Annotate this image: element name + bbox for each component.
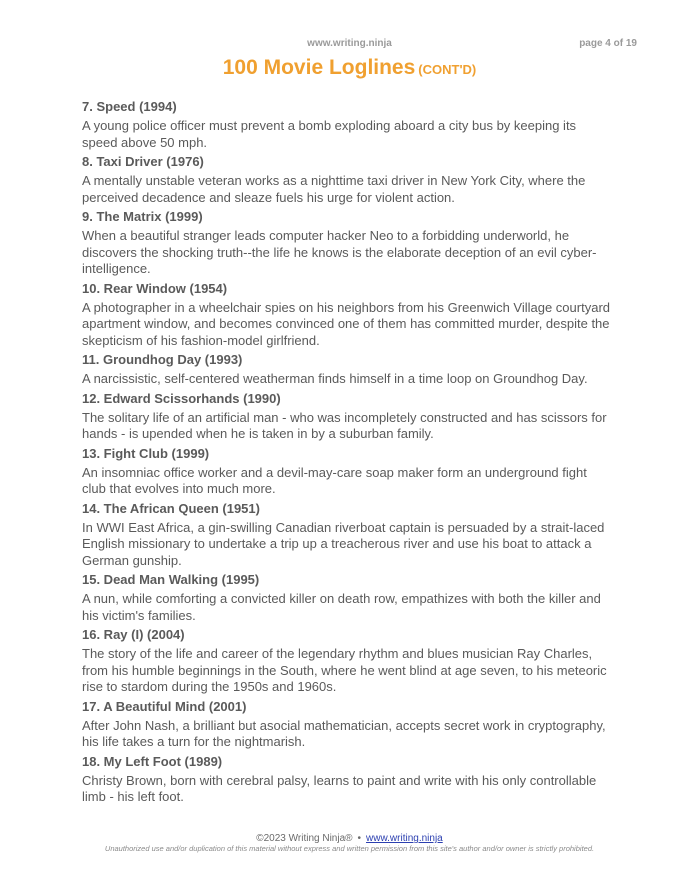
logline-entry [82, 626, 612, 696]
logline-entry [82, 500, 612, 570]
logline-entry [82, 153, 612, 206]
logline-text: After John Nash, a brilliant but asocial mathematician, accepts secret work in cryptography, his life takes a turn for the nightmarish. [82, 717, 606, 749]
logline-title: 8. Taxi Driver (1976) [82, 154, 204, 169]
logline-text: A narcissistic, self-centered weatherman finds himself in a time loop on Groundhog Day. [82, 371, 588, 386]
logline-text: Christy Brown, born with cerebral palsy, learns to paint and write with his only controllable limb - his left foot. [82, 772, 597, 804]
page-number: page 4 of 19 [579, 38, 637, 49]
logline-title: 13. Fight Club (1999) [82, 445, 210, 461]
logline-title: 15. Dead Man Walking (1995) [82, 572, 260, 587]
logline-entry [82, 698, 612, 751]
logline-entry [82, 280, 612, 350]
footer [0, 833, 699, 844]
logline-list [82, 98, 612, 808]
logline-entry [82, 445, 612, 498]
logline-entry [82, 753, 612, 806]
logline-entry [82, 351, 612, 388]
footer-disclaimer: Unauthorized use and/or duplication of this material without express and written permission from this site's author and/or owner is strictly prohibited. [104, 844, 595, 853]
logline-title: 9. The Matrix (1999) [82, 209, 203, 224]
footer-bullet: • [357, 833, 362, 844]
logline-text: A mentally unstable veteran works as a nighttime taxi driver in New York City, where the perceived decadence and sleaze fuels his urge for violent action. [82, 173, 586, 205]
page-title [0, 56, 699, 80]
logline-text: A young police officer must prevent a bomb exploding aboard a city bus by keeping its speed above 50 mph. [82, 118, 577, 150]
logline-title: 14. The African Queen (1951) [82, 500, 260, 516]
logline-entry [82, 390, 612, 443]
logline-text: A photographer in a wheelchair spies on his neighbors from his Greenwich Village courtyard apartment window, and becomes convinced one of them has committed murder, despite the skepticism of his fashion-model girlfriend. [82, 299, 610, 348]
footer-site-link[interactable]: www.writing.ninja [366, 833, 443, 844]
logline-title: 10. Rear Window (1954) [82, 280, 228, 296]
logline-title: 16. Ray (I) (2004) [82, 627, 185, 642]
logline-text: In WWI East Africa, a gin-swilling Canadian riverboat captain is persuaded by a strait-laced English missionary to undertake a trip up a treacherous river and use his boat to attack a German gunship. [82, 519, 605, 568]
logline-entry [82, 98, 612, 151]
logline-title: 18. My Left Foot (1989) [82, 753, 223, 769]
logline-text: An insomniac office worker and a devil-may-care soap maker form an underground fight club that evolves into much more. [82, 464, 587, 496]
logline-title: 17. A Beautiful Mind (2001) [82, 698, 247, 714]
logline-text: When a beautiful stranger leads computer hacker Neo to a forbidding underworld, he discovers the shocking truth--the life he knows is the elaborate deception of an evil cyber-intelligence. [82, 228, 597, 276]
page-title-sub: (CONT'D) [418, 62, 477, 77]
logline-entry [82, 208, 612, 278]
logline-title: 7. Speed (1994) [82, 99, 177, 114]
logline-text: The solitary life of an artificial man - who was incompletely constructed and has scissors for hands - is upended when he is taken in by a suburban family. [82, 409, 607, 441]
logline-text: The story of the life and career of the legendary rhythm and blues musician Ray Charles, from his humble beginnings in the South, where he went blind at age seven, to his meteoric rise to stardom during the 1950s and 1960s. [82, 646, 607, 694]
logline-entry [82, 571, 612, 624]
page-title-main: 100 Movie Loglines [222, 56, 416, 79]
logline-text: A nun, while comforting a convicted killer on death row, empathizes with both the killer and his victim's families. [82, 591, 601, 623]
header-site: www.writing.ninja [307, 38, 392, 49]
footer-copyright: ©2023 Writing Ninja® [256, 833, 353, 844]
logline-title: 11. Groundhog Day (1993) [82, 352, 243, 367]
logline-title: 12. Edward Scissorhands (1990) [82, 390, 281, 406]
